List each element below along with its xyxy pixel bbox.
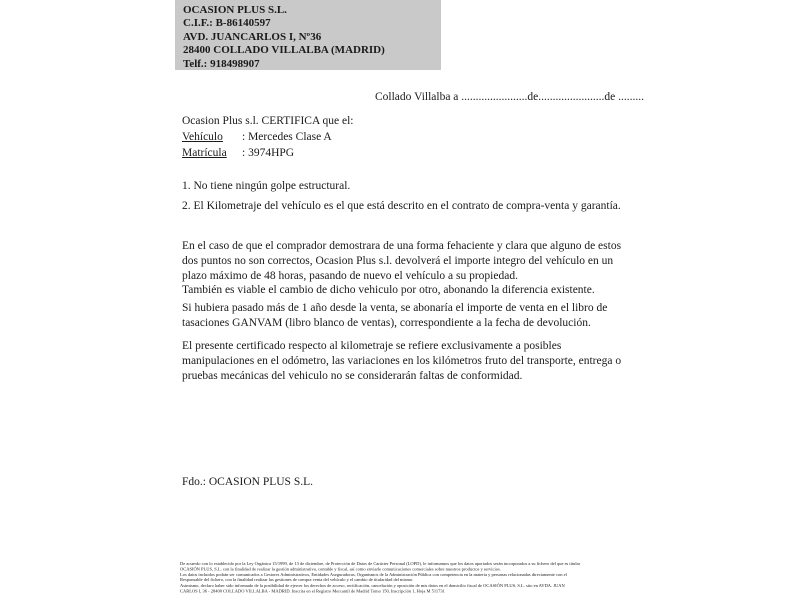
company-name: OCASION PLUS S.L. — [183, 4, 287, 16]
company-address: AVD. JUANCARLOS I, Nº36 — [183, 30, 322, 43]
paragraph-refund: En el caso de que el comprador demostrara de una forma fehaciente y clara que alguno de estos dos puntos no son correctos, Ocasion Plus s.l. devolverá el importe integro del vehículo en un plazo máximo de 48 horas, pasando de nuevo el vehículo a su propiedad. — [182, 240, 622, 282]
legal-line: Responsable del fichero, con la finalidad realizar las gestiones de compra venta del vehículo y el cambio de titularidad del mismo. — [180, 577, 414, 583]
point-1: 1. No tiene ningún golpe estructural. — [182, 180, 351, 192]
vehicle-row — [182, 131, 332, 143]
signature-line: Fdo.: OCASION PLUS S.L. — [182, 476, 313, 488]
vehicle-value: : Mercedes Clase A — [242, 131, 332, 143]
legal-line: Asimismo, declaro haber sido informado de la posibilidad de ejercer los derechos de acceso, rectificación, cancelación y oposición de mis datos en el domicilio fiscal de OCASIÓN PLUS, S.L. sito en AVDA. JUAN — [180, 582, 565, 588]
legal-line: CARLOS I, 36 - 28400 COLLADO VILLALBA - MADRID. Inscrita en el Registro Mercantil de Madrid Tomo 150, Inscripción 1, Hoja M 511731 — [180, 588, 445, 594]
plate-row — [182, 147, 294, 159]
paragraph-odometer: El presente certificado respecto al kilometraje se refiere exclusivamente a posibles manipulaciones en el odómetro, las variaciones en los kilómetros fruto del transporte, entrega o pruebas mecánicas del vehiculo no se considerarán faltas de conformidad. — [182, 340, 622, 382]
paragraph-ganvam: Si hubiera pasado más de 1 año desde la venta, se abonaría el importe de venta en el libro de tasaciones GANVAM (libro blanco de ventas), correspondiente a la fecha de devolución. — [182, 302, 608, 329]
plate-value: : 3974HPG — [242, 147, 295, 159]
company-cif: C.I.F.: B-86140597 — [183, 17, 271, 30]
company-phone: Telf.: 918498907 — [183, 57, 260, 70]
paragraph-exchange: También es viable el cambio de dicho vehiculo por otro, abonando la diferencia existente. — [182, 284, 595, 296]
legal-footer — [180, 561, 624, 594]
point-2: 2. El Kilometraje del vehículo es el que está descrito en el contrato de compra-venta y garantía. — [182, 200, 621, 212]
vehicle-label: Vehículo — [182, 131, 223, 143]
letterhead-block — [175, 0, 441, 70]
legal-line: Los datos incluidos podrán ser comunicados a Gestores Administrativos, Entidades Aseguradoras, Organismos de la Administración Pública con competencia en la materia y personas relacionadas directamente con el — [180, 571, 567, 578]
certification-intro: Ocasion Plus s.l. CERTIFICA que el: — [182, 115, 354, 127]
legal-line: De acuerdo con lo establecido por la Ley Orgánica 15/1999, de 13 de diciembre, de Protección de Datos de Carácter Personal (LOPD), le informamos que los datos aportados serán incorporados a su fichero del que es titular — [180, 561, 581, 567]
plate-label: Matrícula — [182, 147, 227, 159]
legal-line: OCASIÓN PLUS, S.L. con la finalidad de realizar la gestión administrativa, contable y fiscal, así como enviarle comunicaciones comerciales sobre nuestros productos y servicios. — [180, 566, 501, 572]
date-line: Collado Villalba a .......................de.......................de ......... — [375, 91, 644, 103]
company-city: 28400 COLLADO VILLALBA (MADRID) — [183, 44, 385, 57]
